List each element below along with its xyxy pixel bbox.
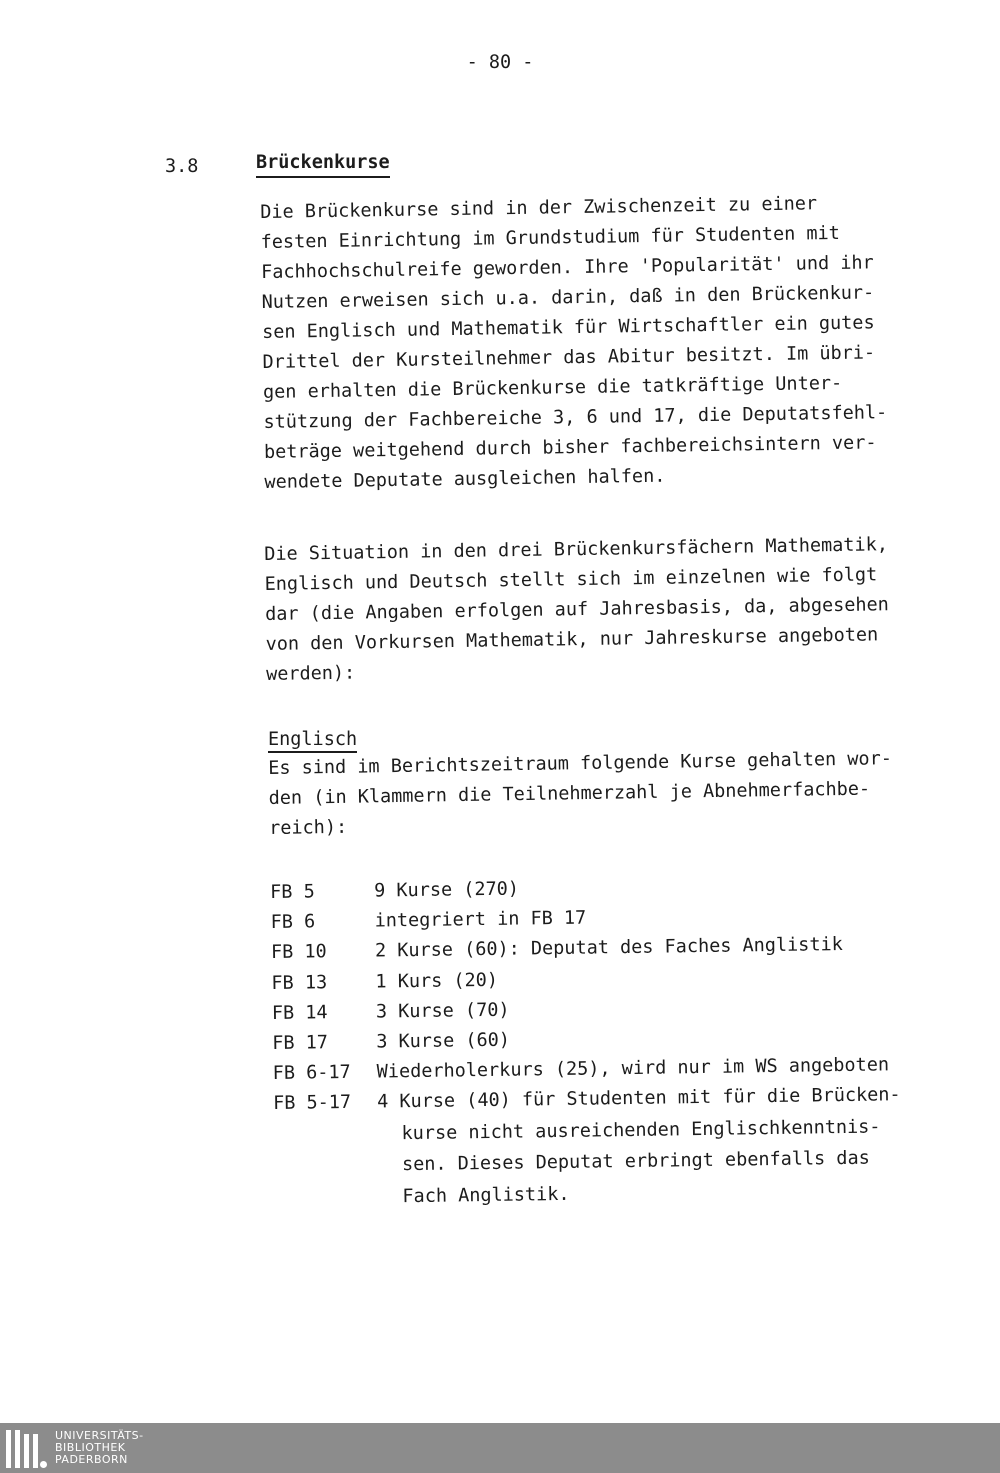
university-library-logo-icon [6,1428,47,1468]
text-line: Die Brückenkurse sind in der Zwischenzeit zu einer [260,193,818,223]
course-description: 9 Kurse (270) [374,878,520,902]
logo-line: BIBLIOTHEK [55,1441,126,1454]
course-department: FB 13 [271,971,328,994]
text-line: dar (die Angaben erfolgen auf Jahresbasis, da, abgesehen [265,594,889,625]
course-description: integriert in FB 17 [374,907,587,932]
logo-line: UNIVERSITÄTS- [55,1429,144,1442]
text-line: wendete Deputate ausgleichen halfen. [264,465,666,493]
text-line: sen Englisch und Mathematik für Wirtschaftler ein gutes [261,312,875,343]
text-line: stützung der Fachbereiche 3, 6 und 17, die Deputatsfehl- [263,402,888,433]
text-line: werden): [265,662,356,685]
course-description: Wiederholerkurs (25), wird nur im WS angeboten [376,1054,890,1083]
course-continuation-line: sen. Dieses Deputat erbringt ebenfalls das [401,1147,870,1176]
course-description: 3 Kurse (60) [376,1029,511,1053]
text-line: Die Situation in den drei Brückenkursfächern Mathematik, [264,534,889,565]
course-department: FB 5 [270,881,315,903]
logo-line: PADERBORN [55,1453,128,1466]
course-continuation-line: kurse nicht ausreichenden Englischkenntnis- [401,1116,881,1144]
section-title [256,152,390,178]
course-department: FB 5-17 [273,1092,352,1115]
section-number: 3.8 [165,156,199,177]
text-line: von den Vorkursen Mathematik, nur Jahreskurse angeboten [265,624,879,655]
text-line: Nutzen erweisen sich u.a. darin, daß in den Brückenkur- [261,282,875,313]
text-line: den (in Klammern die Teilnehmerzahl je Abnehmerfachbe- [268,778,871,809]
text-line: Es sind im Berichtszeitraum folgende Kurse gehalten wor- [268,748,893,779]
text-line: beträge weitgehend durch bisher fachbereichsintern ver- [263,432,877,463]
course-list [270,869,901,1214]
library-footer-bar [0,1423,1000,1473]
section-title-text: Brückenkurse [256,152,390,178]
library-logo-text [55,1430,144,1466]
course-description: 3 Kurse (70) [375,999,510,1023]
text-line: Fachhochschulreife geworden. Ihre 'Popularität' und ihr [261,252,874,283]
subsection-heading-text: Englisch [268,729,357,753]
text-line: festen Einrichtung im Grundstudium für Studenten mit [260,222,840,253]
course-continuation-line: Fach Anglistik. [402,1183,570,1207]
course-description: 1 Kurs (20) [375,969,499,993]
paragraph-intro [260,189,888,498]
page-number: - 80 - [466,52,534,73]
paragraph-situation [264,531,889,690]
course-department: FB 6-17 [272,1062,351,1085]
subsection-heading-englisch [268,729,357,753]
text-line: reich): [269,816,348,839]
text-line: Englisch und Deutsch stellt sich im einzelnen wie folgt [264,564,878,595]
text-line: Drittel der Kursteilnehmer das Abitur besitzt. Im übri- [262,342,876,373]
course-description: 2 Kurse (60): Deputat des Faches Anglistik [374,934,843,962]
paragraph-english-intro [268,745,893,844]
course-description: 4 Kurse (40) für Studenten mit für die Brücken- [376,1084,901,1113]
course-department: FB 6 [270,911,316,934]
text-line: gen erhalten die Brückenkurse die tatkräftige Unter- [262,372,843,403]
course-department: FB 17 [272,1032,329,1054]
course-department: FB 10 [270,941,327,964]
course-department: FB 14 [271,1001,328,1024]
